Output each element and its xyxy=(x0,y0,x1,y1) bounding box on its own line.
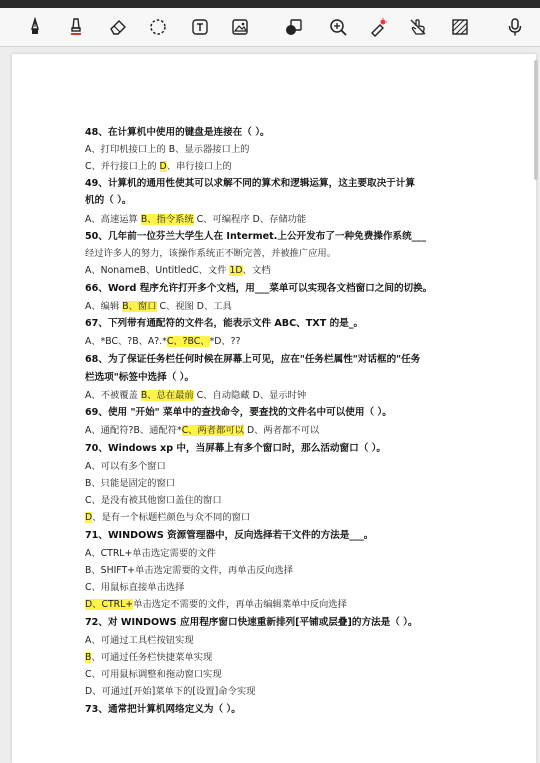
answer-line xyxy=(85,461,166,473)
text-run: B、SHIFT+单击选定需要的文件，再单击反向选择 xyxy=(85,565,294,576)
text-run: 、文档 xyxy=(242,265,271,276)
eraser-icon xyxy=(108,17,128,37)
answer-line xyxy=(85,582,184,594)
question-line xyxy=(85,318,363,330)
answer-line xyxy=(85,301,232,313)
tool-eraser[interactable] xyxy=(103,12,133,42)
text-run: C、视图 D、工具 xyxy=(156,301,232,312)
question-line xyxy=(85,195,132,207)
text-run: 、可通过任务栏快捷菜单实现 xyxy=(91,652,213,663)
answer-line xyxy=(85,652,212,664)
answer-line xyxy=(85,248,336,260)
lasso-select-icon xyxy=(148,17,168,37)
text-run: A、CTRL+单击选定需要的文件 xyxy=(85,548,216,559)
answer-line xyxy=(85,390,306,402)
question-line xyxy=(85,231,426,243)
text-run: 68、为了保证任务栏任何时候在屏幕上可见，应在"任务栏属性"对话框的"任务 xyxy=(85,354,421,365)
text-run: 71、WINDOWS 资源管理器中，反向选择若干文件的方法是___。 xyxy=(85,530,374,541)
text-run: C、并行接口上的 xyxy=(85,161,160,172)
text-run: 48、在计算机中使用的键盘是连接在（ ）。 xyxy=(85,127,270,138)
window-title-bar xyxy=(0,0,540,8)
text-run: A、通配符?B、通配符* xyxy=(85,425,182,436)
text-run: A、可以有多个窗口 xyxy=(85,461,166,472)
question-line xyxy=(85,617,418,629)
highlight-mark: B xyxy=(85,652,92,663)
highlight-mark: C、?BC、 xyxy=(166,336,210,347)
text-box-icon xyxy=(190,17,210,37)
answer-line xyxy=(85,686,255,698)
text-run: 69、使用 "开始" 菜单中的查找命令，要查找的文件名中可以使用（ ）。 xyxy=(85,407,392,418)
answer-line xyxy=(85,548,216,560)
tool-pattern[interactable] xyxy=(445,12,475,42)
text-run: *D、?? xyxy=(209,336,241,347)
answer-line xyxy=(85,214,306,226)
text-run: A、NonameB、UntitledC、文件 xyxy=(85,265,230,276)
answer-line xyxy=(85,425,319,437)
text-run: C、是没有被其他窗口盖住的窗口 xyxy=(85,495,222,506)
text-run: 单击选定不需要的文件，再单击编辑菜单中反向选择 xyxy=(133,599,347,610)
text-run: C、可编程序 D、存储功能 xyxy=(193,214,307,225)
answer-line xyxy=(85,478,175,490)
question-line xyxy=(85,354,420,366)
pen-icon xyxy=(25,17,45,37)
question-line xyxy=(85,127,270,139)
microphone-icon xyxy=(505,17,525,37)
question-line xyxy=(85,178,415,190)
question-line xyxy=(85,704,241,716)
tool-image[interactable] xyxy=(225,12,255,42)
text-run: D、可通过[开始]菜单下的[设置]命令实现 xyxy=(85,686,256,697)
laser-pointer-icon xyxy=(368,17,388,37)
tool-highlighter[interactable] xyxy=(61,12,91,42)
tool-laser-pointer[interactable] xyxy=(363,12,393,42)
highlight-mark: D xyxy=(85,512,93,523)
tool-lasso-select[interactable] xyxy=(143,12,173,42)
touch-hand-icon xyxy=(408,17,428,37)
vertical-scrollbar[interactable] xyxy=(534,60,538,180)
text-run: 机的（ ）。 xyxy=(85,195,132,206)
answer-line xyxy=(85,265,270,277)
text-run: 73、通常把计算机网络定义为（ ）。 xyxy=(85,704,241,715)
text-run: 50、几年前一位芬兰大学生人在 Intermet.上公开发布了一种免费操作系统___ xyxy=(85,231,427,242)
text-run: A、打印机接口上的 B、显示器接口上的 xyxy=(85,144,250,155)
text-run: 、串行接口上的 xyxy=(166,161,232,172)
text-run: 经过许多人的努力，该操作系统正不断完善，并被推广应用。 xyxy=(85,248,337,259)
answer-line xyxy=(85,565,293,577)
question-line xyxy=(85,283,432,295)
tool-shape[interactable] xyxy=(279,12,309,42)
text-run: 栏选项"标签中选择（ ）。 xyxy=(85,372,195,383)
zoom-in-icon xyxy=(328,17,348,37)
pattern-icon xyxy=(450,17,470,37)
text-run: 67、下列带有通配符的文件名，能表示文件 ABC、TXT 的是_。 xyxy=(85,318,364,329)
text-run: B、只能是固定的窗口 xyxy=(85,478,176,489)
highlight-mark: B、窗口 xyxy=(122,301,157,312)
question-line xyxy=(85,372,194,384)
highlight-mark: C、两者都可以 xyxy=(181,425,244,436)
highlighter-icon xyxy=(66,17,86,37)
tool-text-box[interactable] xyxy=(185,12,215,42)
text-run: 49、计算机的通用性使其可以求解不同的算术和逻辑运算，这主要取决于计算 xyxy=(85,178,415,189)
text-run: 、是有一个标题栏颜色与众不同的窗口 xyxy=(92,512,251,523)
text-run: A、高速运算 xyxy=(85,214,141,225)
answer-line xyxy=(85,495,222,507)
text-run: A、*BC、?B、A?.* xyxy=(85,336,167,347)
highlight-mark: D、CTRL+ xyxy=(85,599,134,610)
annotation-toolbar xyxy=(0,8,540,47)
tool-pen[interactable] xyxy=(20,12,50,42)
answer-line xyxy=(85,336,241,348)
text-run: A、不被覆盖 xyxy=(85,390,141,401)
text-run: D、两者都不可以 xyxy=(243,425,320,436)
text-run: C、自动隐藏 D、显示时钟 xyxy=(193,390,307,401)
text-run: C、用鼠标直接单击选择 xyxy=(85,582,185,593)
answer-line xyxy=(85,599,347,611)
tool-zoom-in[interactable] xyxy=(323,12,353,42)
highlight-mark: 1D xyxy=(229,265,243,276)
question-line xyxy=(85,407,392,419)
image-icon xyxy=(230,17,250,37)
tool-touch-hand[interactable] xyxy=(403,12,433,42)
highlight-mark: D xyxy=(159,161,167,172)
answer-line xyxy=(85,144,249,156)
question-line xyxy=(85,530,373,542)
text-run: C、可用鼠标调整和拖动窗口实现 xyxy=(85,669,222,680)
text-run: A、编辑 xyxy=(85,301,123,312)
text-run: A、可通过工具栏按钮实现 xyxy=(85,635,194,646)
answer-line xyxy=(85,635,194,647)
answer-line xyxy=(85,161,232,173)
text-run: 66、Word 程序允许打开多个文档，用___菜单可以实现各文档窗口之间的切换。 xyxy=(85,283,433,294)
text-run: 72、对 WINDOWS 应用程序窗口快速重新排列[平铺或层叠]的方法是（ ）。 xyxy=(85,617,418,628)
tool-microphone[interactable] xyxy=(500,12,530,42)
highlight-mark: B、指令系统 xyxy=(140,214,194,225)
highlight-mark: B、总在最前 xyxy=(140,390,194,401)
answer-line xyxy=(85,512,250,524)
question-line xyxy=(85,443,386,455)
document-page[interactable] xyxy=(12,54,536,763)
answer-line xyxy=(85,669,222,681)
text-run: 70、Windows xp 中，当屏幕上有多个窗口时，那么活动窗口（ ）。 xyxy=(85,443,387,454)
shape-icon xyxy=(284,17,304,37)
